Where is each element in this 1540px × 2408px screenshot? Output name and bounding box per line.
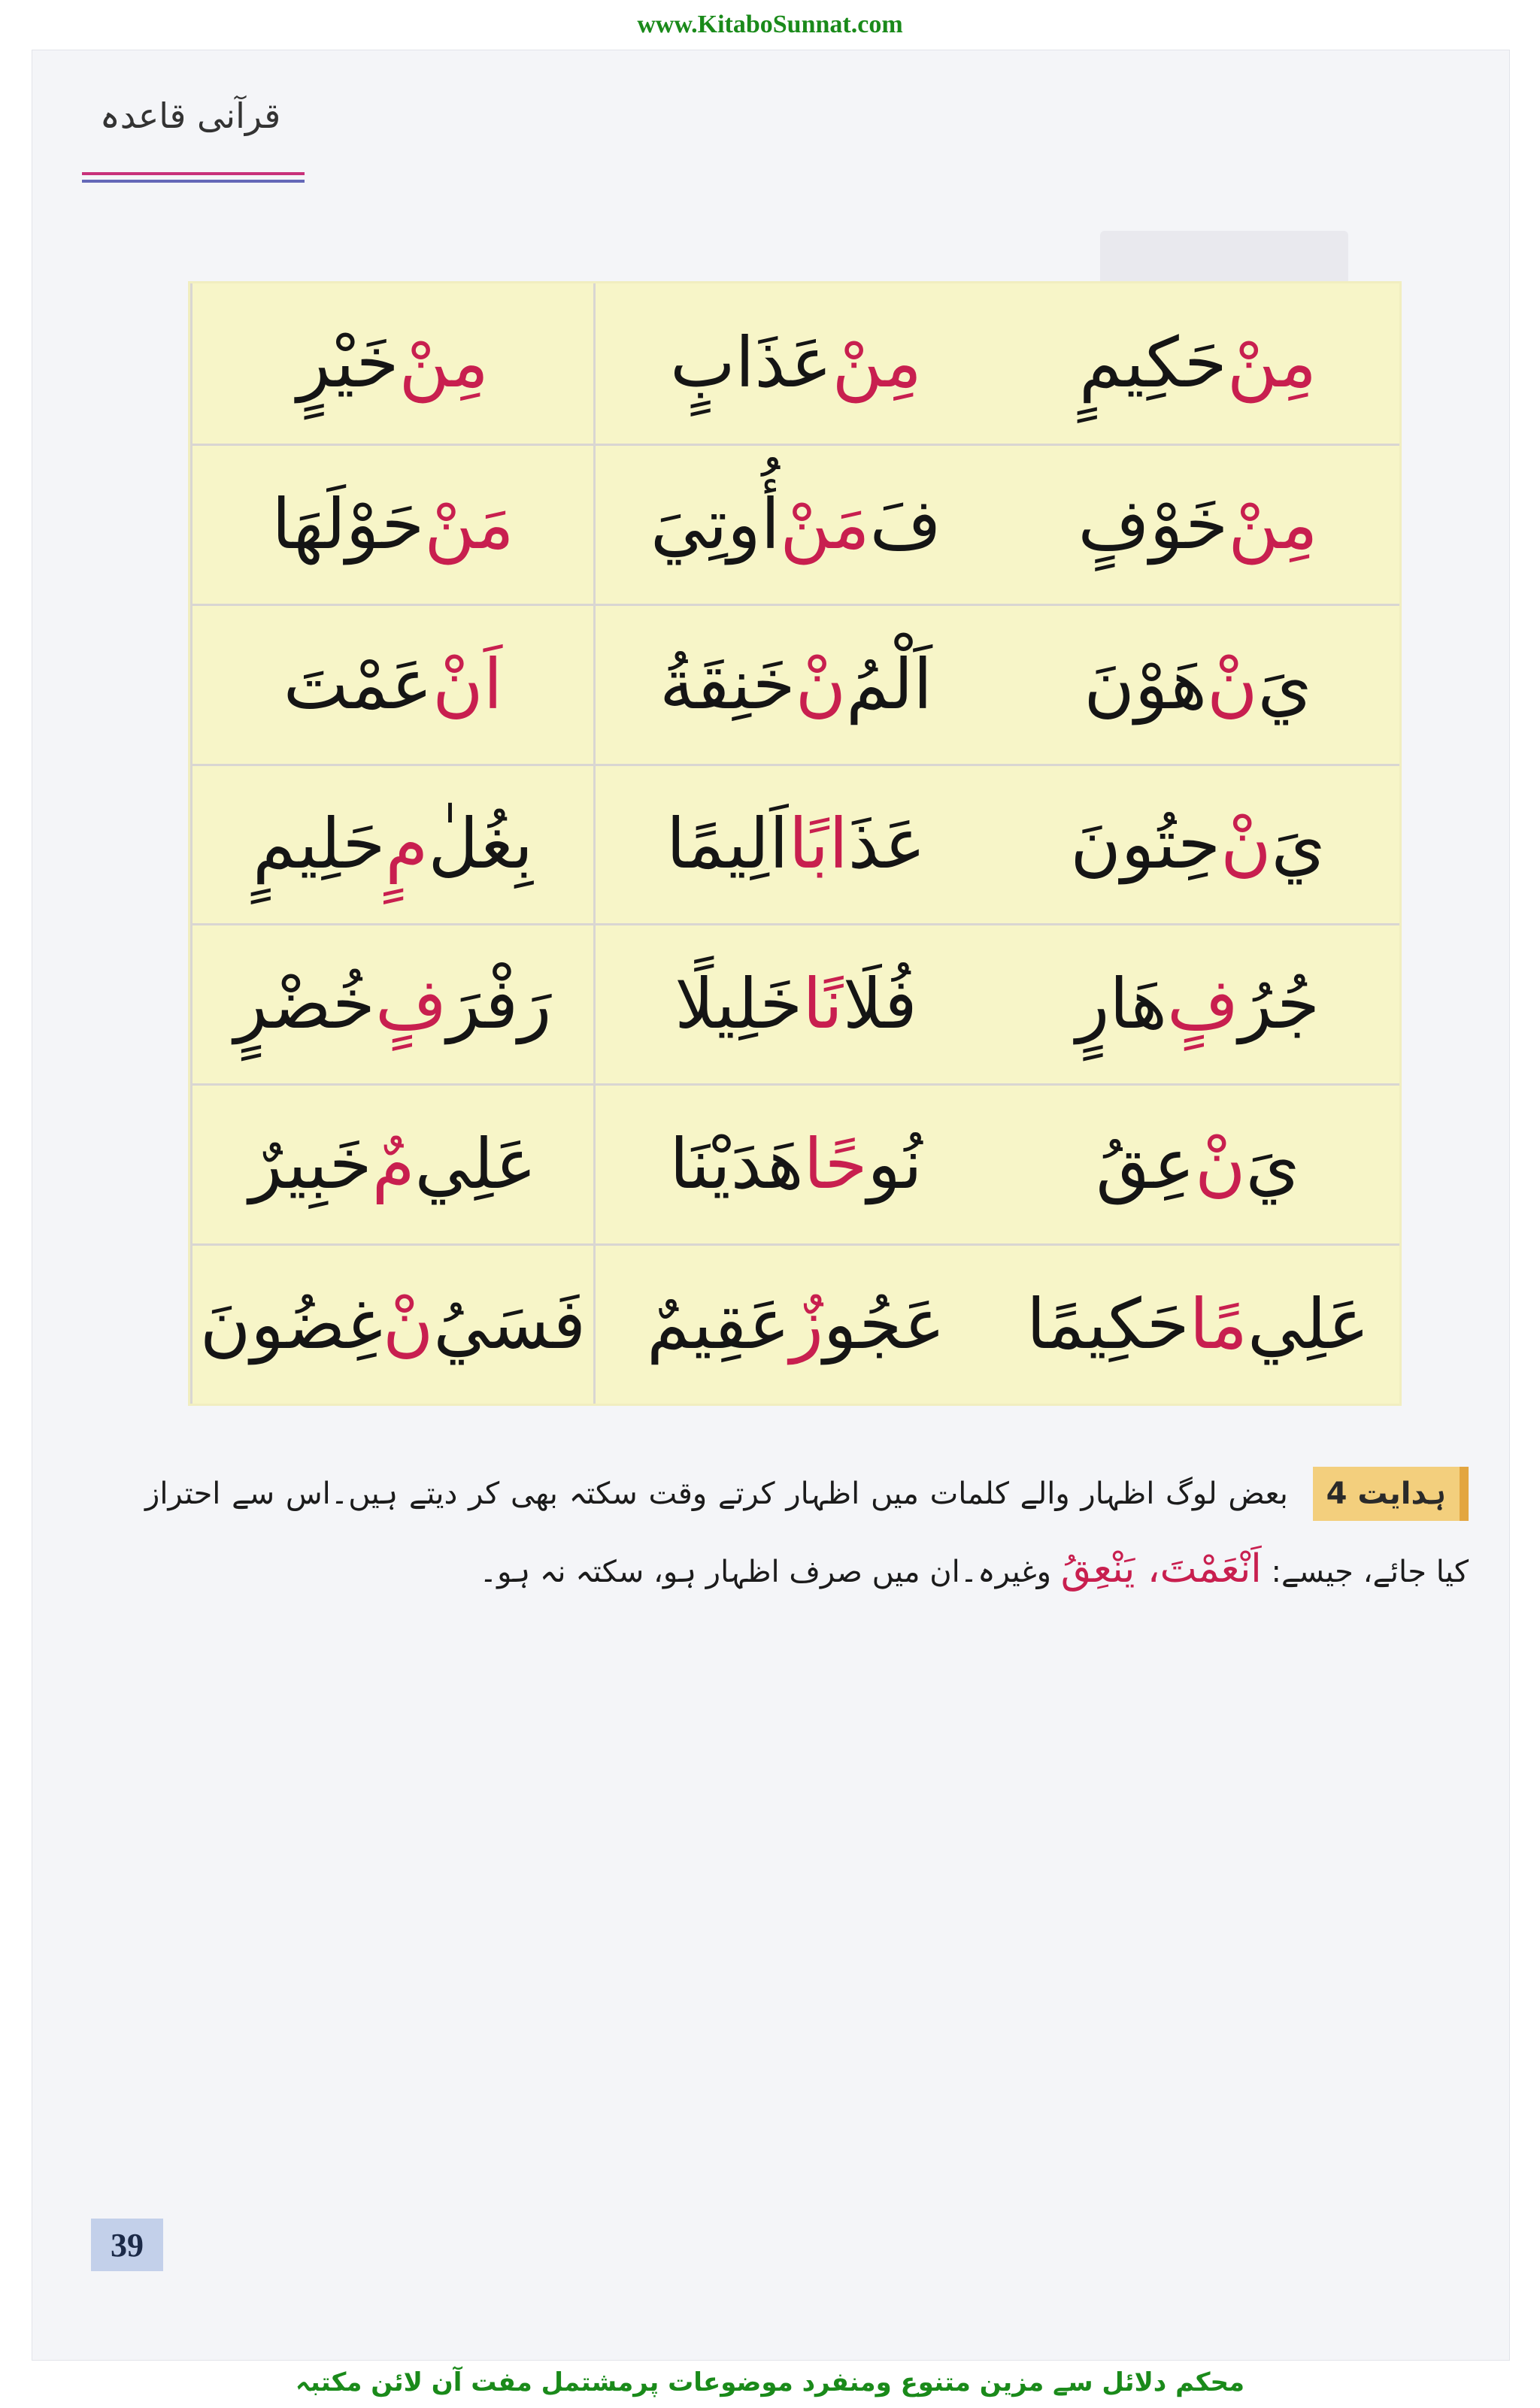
word-text: هَارٍ: [1076, 964, 1167, 1045]
highlighted-letters: نْ: [795, 644, 847, 725]
word-cell: [996, 1243, 1399, 1404]
word-cell: [996, 923, 1399, 1083]
word-text: حَوْلَهَا: [271, 483, 425, 565]
highlighted-letters: مِنْ: [1228, 483, 1318, 565]
word-text: حَلِيمٍ: [253, 804, 386, 885]
highlighted-letters: نْ: [1207, 644, 1258, 725]
word-text: يَ: [1257, 644, 1312, 725]
instruction-paragraph: [145, 1456, 1469, 1610]
word-cell: [190, 1243, 593, 1404]
highlighted-letters: فٍ: [1166, 964, 1239, 1045]
title-divider-blue: [82, 180, 305, 183]
word-text: فُلَا: [842, 964, 917, 1045]
word-cell: [190, 283, 593, 444]
word-text: خُضْرٍ: [234, 964, 375, 1045]
word-text: يَ: [1271, 804, 1326, 885]
word-cell: [593, 283, 996, 444]
word-text: خَوْفٍ: [1078, 483, 1229, 565]
highlighted-letters: نًا: [802, 964, 843, 1045]
highlighted-letters: مِنْ: [832, 323, 922, 404]
word-text: عِقُ: [1096, 1124, 1196, 1205]
word-text: يَ: [1245, 1124, 1300, 1205]
word-text: نُو: [867, 1124, 923, 1205]
word-text: عَقِيمٌ: [647, 1284, 790, 1365]
word-cell: [996, 283, 1399, 444]
word-cell: [190, 764, 593, 924]
highlighted-letters: مٍ: [385, 804, 429, 885]
word-text: غِضُونَ: [199, 1284, 383, 1365]
word-cell: [190, 444, 593, 604]
word-text: جُرُ: [1238, 964, 1320, 1045]
highlighted-letters: نْ: [1220, 804, 1272, 885]
instruction-badge: ہدایت 4: [1313, 1467, 1469, 1521]
word-cell: [593, 764, 996, 924]
word-text: فَسَيُ: [433, 1284, 587, 1365]
highlighted-letters: مَنْ: [424, 483, 514, 565]
book-title: قرآنی قاعدہ: [99, 95, 281, 136]
word-cell: [593, 604, 996, 764]
word-cell: [190, 604, 593, 764]
title-divider-pink: [82, 172, 305, 175]
word-text: حِتُونَ: [1070, 804, 1221, 885]
word-cell: [593, 1083, 996, 1243]
word-cell: [593, 923, 996, 1083]
highlighted-letters: مَنْ: [780, 483, 870, 565]
word-text: حَكِيمًا: [1026, 1284, 1190, 1365]
instruction-text-end: وغیرہ۔ان میں صرف اظہار ہو، سکتہ نہ ہو۔: [479, 1555, 1051, 1589]
highlighted-letters: مًا: [1189, 1284, 1247, 1365]
word-text: خَيْرٍ: [297, 323, 399, 404]
word-text: اَلْمُ: [846, 644, 932, 725]
word-text: أُوتِيَ: [650, 483, 781, 565]
footer-caption: محکم دلائل سے مزین متنوع ومنفرد موضوعات پرمشتمل مفت آن لائن مکتبہ: [295, 2367, 1245, 2397]
word-text: عَلِي: [414, 1124, 537, 1205]
highlighted-letters: ابًا: [788, 804, 848, 885]
word-text: هَدَيْنَا: [669, 1124, 804, 1205]
highlighted-letters: نْ: [382, 1284, 434, 1365]
word-cell: [593, 1243, 996, 1404]
highlighted-letters: زٌ: [790, 1284, 824, 1365]
word-text: عَلِي: [1247, 1284, 1370, 1365]
highlighted-letters: مِنْ: [1226, 323, 1317, 404]
highlighted-letters: فٍ: [374, 964, 447, 1045]
word-text: حَكِيمٍ: [1079, 323, 1227, 404]
site-url[interactable]: www.KitaboSunnat.com: [637, 11, 903, 38]
word-cell: [593, 444, 996, 604]
word-cell: [190, 1083, 593, 1243]
word-text: فَ: [869, 483, 941, 565]
word-text: خَنِقَةُ: [659, 644, 796, 725]
word-text: عَذَ: [847, 804, 926, 885]
book-page: [32, 50, 1510, 2361]
word-text: خَلِيلًا: [675, 964, 803, 1045]
word-cell: [190, 923, 593, 1083]
word-text: خَبِيرٌ: [249, 1124, 372, 1205]
highlighted-letters: مِنْ: [399, 323, 489, 404]
word-cell: [996, 764, 1399, 924]
page-number: 39: [91, 2219, 163, 2271]
highlighted-letters: نْ: [1195, 1124, 1246, 1205]
word-text: بِغُلٰ: [428, 804, 533, 885]
word-text: رَفْرَ: [447, 964, 552, 1045]
word-cell: [996, 1083, 1399, 1243]
word-table: [190, 283, 1399, 1404]
highlighted-letters: اَنْ: [432, 644, 503, 725]
word-text: اَلِيمًا: [666, 804, 789, 885]
highlighted-letters: مٌ: [371, 1124, 415, 1205]
word-text: عَجُو: [823, 1284, 945, 1365]
word-text: هَوْنَ: [1084, 644, 1208, 725]
instruction-text: بعض لوگ اظہار والے کلمات میں اظہار کرتے وقت سکتہ بھی کر دیتے ہیں۔اس سے احتراز کیا جائے، جیسے:: [145, 1477, 1469, 1589]
word-cell: [996, 604, 1399, 764]
word-cell: [996, 444, 1399, 604]
instruction-example: اَنْعَمْتَ، يَنْعِقُ: [1060, 1546, 1262, 1592]
highlighted-letters: حًا: [803, 1124, 868, 1205]
word-text: عَمْتَ: [283, 644, 433, 725]
word-text: عَذَابٍ: [670, 323, 832, 404]
